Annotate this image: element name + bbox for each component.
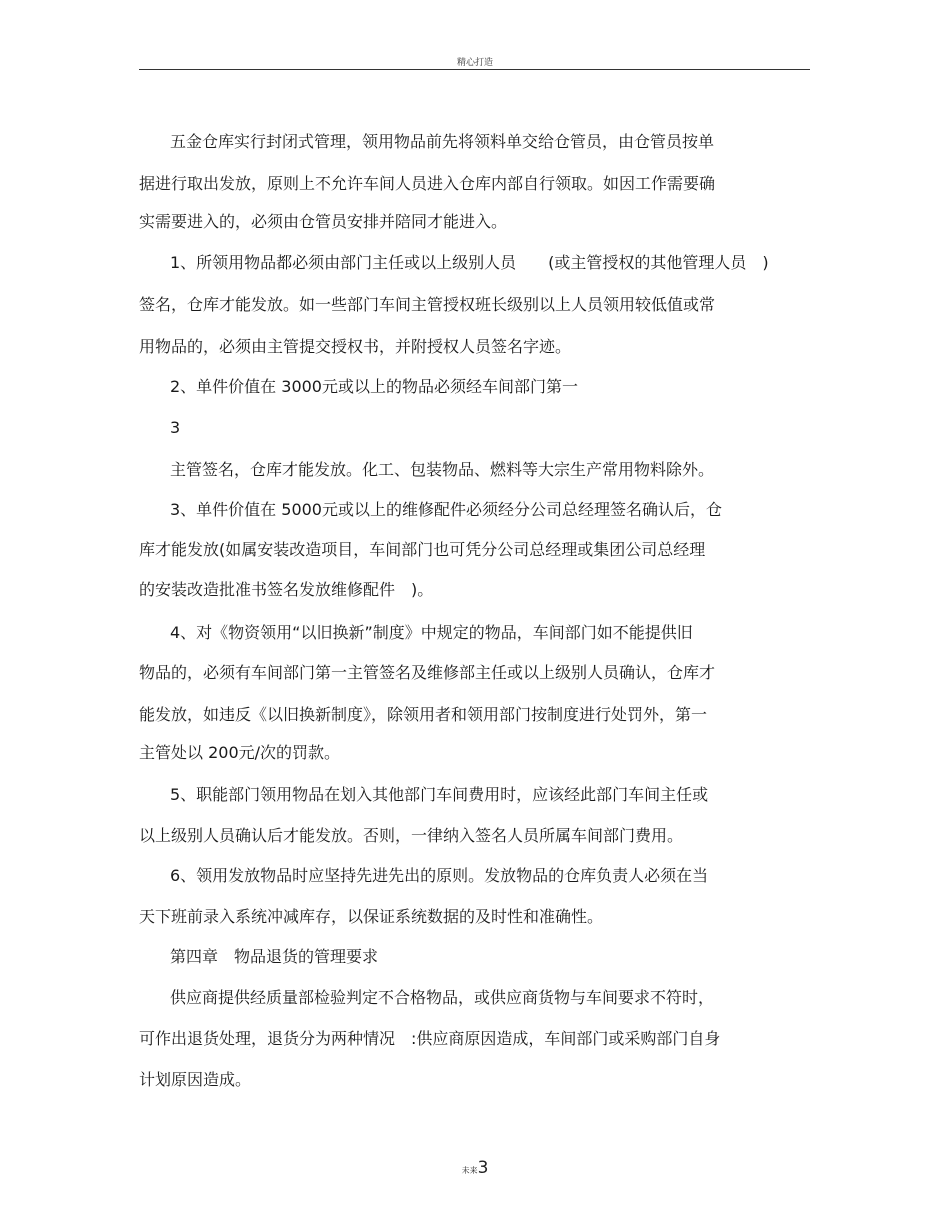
body-line: 可作出退货处理，退货分为两种情况 :供应商原因造成，车间部门或采购部门自身 [139,1029,721,1048]
body-line: 主管处以 200元/次的罚款。 [139,743,341,762]
body-line: 据进行取出发放，原则上不允许车间人员进入仓库内部自行领取。如因工作需要确 [139,174,716,193]
body-line: 1、所领用物品都必须由部门主任或以上级别人员 (或主管授权的其他管理人员 ) [170,253,769,272]
body-line: 6、领用发放物品时应坚持先进先出的原则。发放物品的仓库负责人必须在当 [170,866,709,885]
body-line: 五金仓库实行封闭式管理，领用物品前先将领料单交给仓管员，由仓管员按单 [170,132,715,151]
page-number: 3 [477,1158,489,1178]
body-line: 的安装改造批准书签名发放维修配件 )。 [139,580,434,599]
body-line: 3、单件价值在 5000元或以上的维修配件必须经分公司总经理签名确认后，仓 [170,500,722,519]
body-line: 供应商提供经质量部检验判定不合格物品，或供应商货物与车间要求不符时， [170,988,715,1007]
body-line: 主管签名，仓库才能发放。化工、包装物品、燃料等大宗生产常用物料除外。 [170,460,715,479]
page-header: 精心打造 [456,58,493,68]
body-line: 签名，仓库才能发放。如一些部门车间主管授权班长级别以上人员领用较低值或常 [139,295,716,314]
body-line: 4、对《物资领用“以旧换新”制度》中规定的物品，车间部门如不能提供旧 [170,623,693,642]
body-line: 以上级别人员确认后才能发放。否则，一律纳入签名人员所属车间部门费用。 [139,826,684,845]
body-line: 2、单件价值在 3000元或以上的物品必须经车间部门第一 [170,377,578,396]
footer-label: 未来 [461,1166,478,1175]
body-line: 计划原因造成。 [139,1070,252,1089]
body-line: 库才能发放(如属安装改造项目，车间部门也可凭分公司总经理或集团公司总经理 [139,540,706,559]
body-line: 能发放，如违反《以旧换新制度》，除领用者和领用部门按制度进行处罚外，第一 [139,705,708,724]
body-line: 用物品的，必须由主管提交授权书，并附授权人员签名字迹。 [139,337,572,356]
header-rule [139,69,810,70]
body-line: 物品的，必须有车间部门第一主管签名及维修部主任或以上级别人员确认，仓库才 [139,663,716,682]
page-footer [0,1158,950,1178]
body-line: 实需要进入的，必须由仓管员安排并陪同才能进入。 [139,212,508,231]
body-line: 5、职能部门领用物品在划入其他部门车间费用时，应该经此部门车间主任或 [170,785,709,804]
section-heading: 第四章 物品退货的管理要求 [170,947,379,966]
body-line: 天下班前录入系统冲减库存，以保证系统数据的及时性和准确性。 [139,907,604,926]
body-line: 3 [170,418,181,437]
